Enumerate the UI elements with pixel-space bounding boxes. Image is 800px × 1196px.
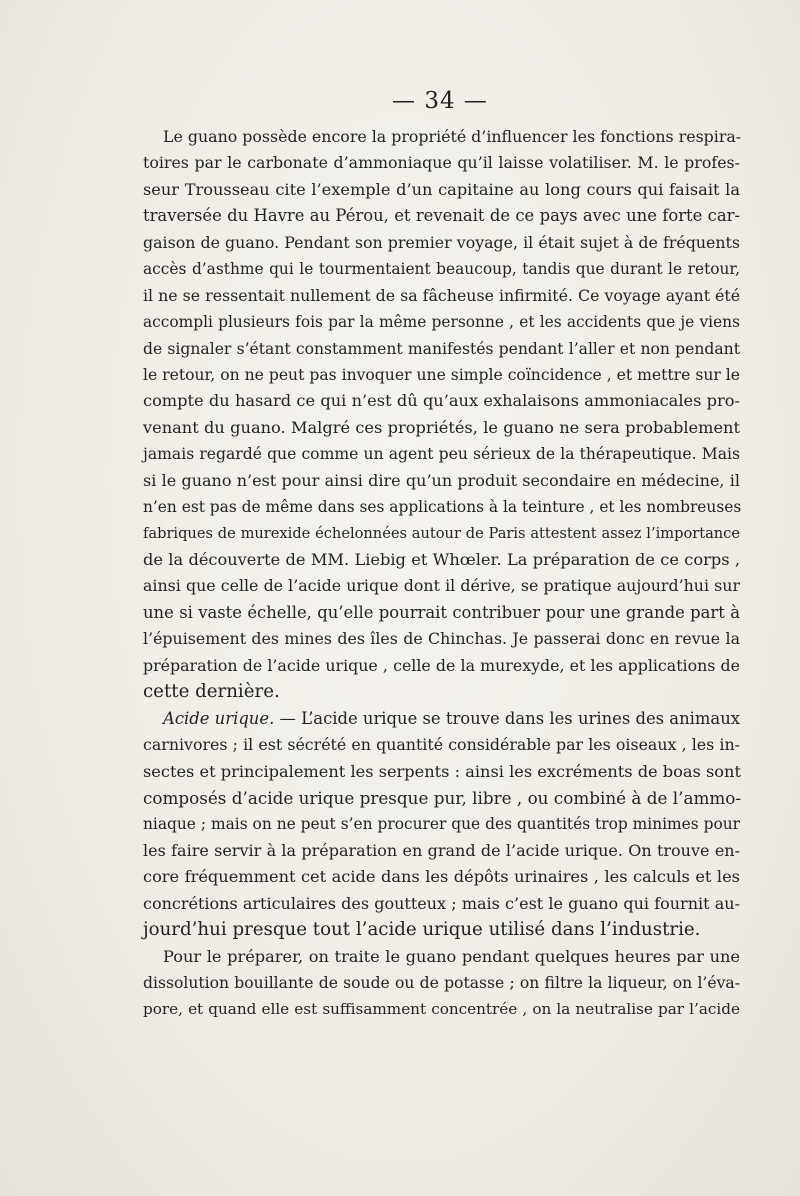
line-text: Le guano possède encore la propriété d’influencer les fonctions respira-	[163, 127, 742, 146]
text-line	[143, 150, 740, 176]
line-text: cette dernière.	[143, 681, 280, 703]
text-line	[143, 838, 740, 864]
line-text: gaison de guano. Pendant son premier voyage, il était sujet à de fréquents	[143, 232, 740, 252]
text-line	[143, 653, 740, 679]
text-line	[143, 706, 740, 732]
text-line	[143, 256, 740, 282]
line-text: toires par le carbonate d’ammoniaque qu’il laisse volatiliser. M. le profes-	[143, 153, 740, 173]
line-text: de signaler s’étant constamment manifestés pendant l’aller et non pendant	[143, 339, 740, 358]
line-text: dissolution bouillante de soude ou de potasse ; on filtre la liqueur, on l’éva-	[143, 974, 740, 992]
line-text: jamais regardé que comme un agent peu sérieux de la thérapeutique. Mais	[143, 445, 740, 464]
text-line	[143, 759, 740, 785]
text-line	[143, 944, 740, 970]
paragraph	[143, 706, 740, 944]
line-text: core fréquemment cet acide dans les dépôts urinaires , les calculs et les	[143, 867, 740, 887]
line-text: préparation de l’acide urique , celle de la murexyde, et les applications de	[143, 655, 740, 675]
line-text: venant du guano. Malgré ces propriétés, le guano ne sera probablement	[143, 417, 740, 437]
line-text: seur Trousseau cite l’exemple d’un capitaine au long cours qui faisait la	[143, 179, 740, 199]
line-text: l’épuisement des mines des îles de Chinchas. Je passerai donc en revue la	[143, 629, 740, 649]
text-line	[143, 732, 740, 758]
text-line	[143, 547, 740, 573]
line-text: ainsi que celle de l’acide urique dont il dérive, se pratique aujourd’hui sur	[143, 576, 740, 596]
paragraph	[143, 124, 740, 706]
section-heading: Acide urique.	[163, 708, 275, 728]
text-line	[143, 336, 740, 362]
body-text	[143, 124, 740, 1023]
text-line	[143, 521, 740, 547]
line-text: accompli plusieurs fois par la même personne , et les accidents que je viens	[143, 313, 740, 332]
text-line	[143, 811, 740, 837]
text-line	[143, 679, 740, 705]
line-text: niaque ; mais on ne peut s’en procurer que des quantités trop minimes pour	[143, 815, 740, 834]
line-text: concrétions articulaires des goutteux ; mais c’est le guano qui fournit au-	[143, 893, 740, 913]
line-text: si le guano n’est pour ainsi dire qu’un produit secondaire en médecine, il	[143, 470, 740, 490]
paragraph	[143, 944, 740, 1023]
line-text: n’en est pas de même dans ses applications à la teinture , et les nombreuses	[143, 498, 742, 517]
text-line	[143, 230, 740, 256]
line-text: sectes et principalement les serpents : ainsi les excréments de boas sont	[143, 761, 741, 781]
text-line	[143, 309, 740, 335]
line-text: le retour, on ne peut pas invoquer une simple coïncidence , et mettre sur le	[143, 365, 740, 384]
text-line	[143, 203, 740, 229]
page-number: — 34 —	[392, 88, 488, 114]
text-line	[143, 600, 740, 626]
text-line	[143, 917, 740, 943]
text-line	[143, 494, 740, 520]
line-text: accès d’asthme qui le tourmentaient beaucoup, tandis que durant le retour,	[143, 260, 740, 279]
line-text: traversée du Havre au Pérou, et revenait de ce pays avec une forte car-	[143, 206, 740, 226]
line-text: une si vaste échelle, qu’elle pourrait contribuer pour une grande part à	[143, 602, 740, 622]
text-line	[143, 388, 740, 414]
line-text: Pour le préparer, on traite le guano pendant quelques heures par une	[163, 946, 740, 966]
line-text: fabriques de murexide échelonnées autour de Paris attestent assez l’importance	[143, 524, 740, 542]
text-line	[143, 626, 740, 652]
text-line	[143, 362, 740, 388]
text-line	[143, 283, 740, 309]
line-text: de la découverte de MM. Liebig et Whœler. La préparation de ce corps ,	[143, 550, 740, 569]
line-text: composés d’acide urique presque pur, libre , ou combiné à de l’ammo-	[143, 787, 742, 808]
text-line	[143, 785, 740, 811]
line-text: pore, et quand elle est suffisamment concentrée , on la neutralise par l’acide	[143, 1000, 740, 1019]
text-line	[143, 415, 740, 441]
text-line	[143, 996, 740, 1022]
text-line	[143, 468, 740, 494]
line-text: il ne se ressentait nullement de sa fâcheuse infirmité. Ce voyage ayant été	[143, 285, 741, 305]
text-line	[143, 124, 740, 150]
line-text: les faire servir à la préparation en grand de l’acide urique. On trouve en-	[143, 840, 740, 860]
text-line	[143, 864, 740, 890]
line-text: carnivores ; il est sécrété en quantité considérable par les oiseaux , les in-	[143, 735, 740, 755]
text-line	[143, 891, 740, 917]
text-line	[143, 970, 740, 996]
line-text: jourd’hui presque tout l’acide urique utilisé dans l’industrie.	[143, 919, 701, 941]
text-line	[143, 441, 740, 467]
text-line	[143, 177, 740, 203]
line-text: compte du hasard ce qui n’est dû qu’aux exhalaisons ammoniacales pro-	[143, 391, 740, 411]
line-text: — L’acide urique se trouve dans les urines des animaux	[274, 708, 740, 728]
text-line	[143, 573, 740, 599]
